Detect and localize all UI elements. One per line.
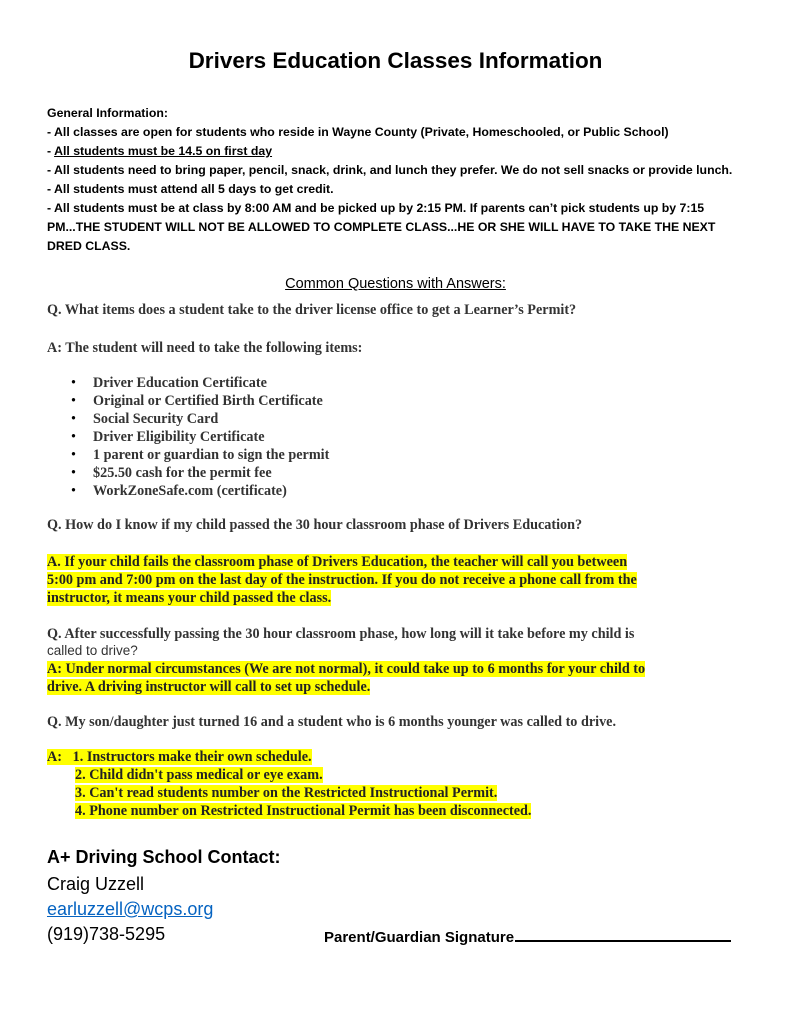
contact-phone: (919)738-5295	[47, 924, 166, 944]
question-1: Q. What items does a student take to the driver license office to get a Learner’s Permit?	[47, 302, 577, 318]
reason-item: 4. Phone number on Restricted Instructional Permit has been disconnected.	[75, 803, 532, 819]
answer-2-line: A. If your child fails the classroom phase of Drivers Education, the teacher will call you between	[47, 554, 628, 570]
answer-3-line: drive. A driving instructor will call to set up schedule.	[47, 679, 371, 695]
signature-field	[324, 926, 731, 946]
answer-4: A: 1. Instructors make their own schedule. 2. Child didn't pass medical or eye exam. 3. Can't read students number on the Restricted Instructional Permit. 4. Phone number on Restricted Instructional Permit has been disconnected.	[47, 749, 532, 819]
signature-label: Parent/Guardian Signature	[324, 929, 515, 946]
list-item: • $25.50 cash for the permit fee	[47, 464, 329, 482]
contact-email-link[interactable]: earluzzell@wcps.org	[47, 899, 214, 919]
page-title: Drivers Education Classes Information	[188, 48, 603, 73]
answer-2-line: 5:00 pm and 7:00 pm on the last day of the instruction. If you do not receive a phone call from the	[47, 572, 637, 588]
general-item: - All students need to bring paper, pencil, snack, drink, and lunch they prefer. We do not sell snacks or provide lunch.	[47, 163, 733, 177]
answer-2-line: instructor, it means your child passed the class.	[47, 590, 332, 606]
question-4: Q. My son/daughter just turned 16 and a student who is 6 months younger was called to drive.	[47, 714, 617, 730]
reason-item: 1. Instructors make their own schedule.	[72, 749, 312, 765]
general-heading: General Information:	[47, 106, 168, 120]
answer-1: A: The student will need to take the following items:	[47, 340, 363, 356]
common-questions-heading: Common Questions with Answers:	[285, 276, 506, 292]
answer-3-line: A: Under normal circumstances (We are not normal), it could take up to 6 months for your child to	[47, 661, 646, 677]
contact-heading: A+ Driving School Contact:	[47, 847, 281, 867]
general-item: - All students must attend all 5 days to get credit.	[47, 182, 334, 196]
question-3-line: called to drive?	[47, 643, 138, 658]
general-item: - All students must be at class by 8:00 AM and be picked up by 2:15 PM. If parents can’t pick students up by 7:15 PM...THE STUDENT WILL NOT BE ALLOWED TO COMPLETE CLASS...HE OR SHE WILL HAVE TO TAKE THE NEXT DRED CLASS.	[47, 201, 716, 253]
reason-item: 2. Child didn't pass medical or eye exam.	[75, 767, 323, 783]
general-item: - All students must be 14.5 on first day	[47, 144, 273, 158]
reason-item: 3. Can't read students number on the Restricted Instructional Permit.	[75, 785, 498, 801]
answer-3	[47, 660, 747, 696]
list-item: • Original or Certified Birth Certificate	[47, 392, 329, 410]
contact-name: Craig Uzzell	[47, 874, 145, 894]
list-item: • Social Security Card	[47, 410, 329, 428]
general-item: - All classes are open for students who reside in Wayne County (Private, Homeschooled, or Public School)	[47, 125, 669, 139]
list-item: • 1 parent or guardian to sign the permit	[47, 446, 329, 464]
answer-2	[47, 553, 747, 607]
permit-items-list	[47, 374, 329, 500]
age-requirement: All students must be 14.5 on first day	[54, 144, 273, 158]
general-information	[47, 104, 752, 256]
question-3	[47, 625, 747, 659]
list-item: • Driver Education Certificate	[47, 374, 329, 392]
list-item: • WorkZoneSafe.com (certificate)	[47, 482, 329, 500]
signature-line[interactable]	[515, 926, 731, 942]
question-3-line: Q. After successfully passing the 30 hour classroom phase, how long will it take before my child is	[47, 626, 635, 642]
question-2: Q. How do I know if my child passed the 30 hour classroom phase of Drivers Education?	[47, 517, 583, 533]
list-item: • Driver Eligibility Certificate	[47, 428, 329, 446]
